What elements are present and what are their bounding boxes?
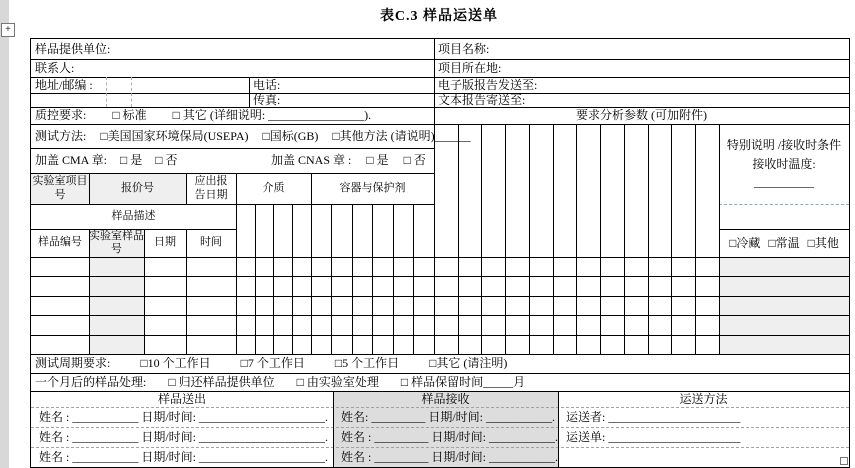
cnas-no-checkbox[interactable]: □ 否: [403, 153, 426, 168]
paper-report-label[interactable]: 文本报告寄送至:: [438, 92, 526, 107]
cnas-seal-group: [271, 148, 434, 173]
send-row-3[interactable]: 姓名 : ___________ 日期/时间: _____________________.: [39, 449, 329, 464]
special-note-cell: [719, 124, 849, 204]
disposal-row: [31, 373, 853, 391]
address-label[interactable]: 地址/邮编 :: [35, 77, 93, 92]
grid-line: [31, 257, 849, 258]
page-left-margin-strip: [0, 0, 9, 468]
disposal-retain-checkbox[interactable]: □ 样品保留时间_____月: [400, 374, 526, 389]
sample-send-header: 样品送出: [157, 391, 206, 406]
receive-row-3[interactable]: 姓名 : _________ 日期/时间: ___________.: [341, 449, 559, 464]
cnas-yes-checkbox[interactable]: □ 是: [366, 153, 389, 168]
receive-row-1[interactable]: 姓名: _________ 日期/时间: ___________.: [341, 409, 556, 424]
cma-seal-label: 加盖 CMA 章:: [35, 153, 108, 168]
grid-line: [505, 124, 506, 354]
quote-no-header: 报价号: [121, 181, 154, 194]
fax-label[interactable]: 传真:: [253, 92, 281, 107]
table-move-handle-icon[interactable]: +: [1, 23, 15, 37]
cma-no-checkbox[interactable]: □ 否: [155, 153, 178, 168]
qc-standard-checkbox[interactable]: □ 标准: [112, 108, 147, 123]
storage-room-checkbox[interactable]: □常温: [768, 235, 800, 250]
grid-line: [624, 124, 625, 354]
grid-line: [31, 296, 849, 297]
project-name-label[interactable]: 项目名称:: [438, 41, 490, 56]
grid-line: [31, 276, 849, 277]
grid-line: [600, 124, 601, 354]
turnaround-other-checkbox[interactable]: □其它 (请注明): [429, 356, 508, 371]
form-title: 表C.3 样品运送单: [379, 9, 499, 24]
transport-empty-row[interactable]: [558, 447, 855, 467]
grid-line: [481, 124, 482, 354]
grid-line: [576, 124, 577, 354]
time-header: 时间: [200, 236, 222, 249]
report-due-header: 应出报告日期: [194, 175, 228, 201]
cnas-seal-label: 加盖 CNAS 章 :: [271, 153, 352, 168]
disposal-label: 一个月后的样品处理:: [35, 374, 147, 389]
method-other-checkbox[interactable]: □其他方法 (请说明)______: [332, 128, 471, 143]
method-usepa-checkbox[interactable]: □美国国家环境保局(USEPA): [100, 128, 249, 143]
turnaround-10d-checkbox[interactable]: □10 个工作日: [140, 356, 211, 371]
shade-lab-sample-no-column: [89, 257, 144, 354]
shade-right-column-rows: [719, 257, 849, 354]
test-method-row: [31, 124, 471, 148]
qc-requirements-row: [31, 107, 435, 124]
grid-line: [31, 315, 849, 316]
transporter-row[interactable]: 运送者: ______________________: [566, 409, 741, 424]
cma-seal-group: [31, 148, 271, 173]
grid-line: [413, 204, 414, 354]
qc-label: 质控要求:: [35, 108, 87, 123]
grid-line: [292, 204, 293, 354]
sample-provider-label[interactable]: 样品提供单位:: [35, 41, 111, 56]
qc-other-checkbox[interactable]: □ 其它 (详细说明: ________________).: [172, 108, 372, 123]
disposal-lab-checkbox[interactable]: □ 由实验室处理: [296, 374, 379, 389]
turnaround-5d-checkbox[interactable]: □5 个工作日: [334, 356, 400, 371]
special-note-line1: 特别说明 /接收时条件: [726, 138, 842, 153]
grid-line: [671, 124, 672, 354]
lab-sample-no-header: 实验室样品号: [89, 229, 144, 255]
grid-line: [255, 204, 256, 354]
electronic-report-label[interactable]: 电子版报告发送至:: [438, 77, 538, 92]
sample-delivery-form-table: [30, 38, 850, 468]
disposal-return-checkbox[interactable]: □ 归还样品提供单位: [168, 374, 275, 389]
send-row-2[interactable]: 姓名 : ___________ 日期/时间: _____________________.: [39, 429, 329, 444]
send-row-1[interactable]: 姓名 : ___________ 日期/时间: _____________________.: [39, 409, 329, 424]
sample-receive-header: 样品接收: [421, 391, 470, 406]
turnaround-row: [31, 354, 853, 373]
table-resize-handle[interactable]: [840, 457, 848, 465]
grid-line: [273, 204, 274, 354]
grid-line: [352, 204, 353, 354]
special-note-line2: 接收时温度:: [752, 156, 816, 171]
storage-options-cell: [719, 229, 849, 257]
grid-line: [529, 124, 530, 354]
receive-row-2[interactable]: 姓名 : _________ 日期/时间: ___________.: [341, 429, 559, 444]
container-preservative-header: 容器与保护剂: [339, 181, 406, 194]
method-gb-checkbox[interactable]: □国标(GB): [262, 128, 319, 143]
transport-doc-row[interactable]: 运送单: ______________________: [566, 429, 741, 444]
grid-line: [393, 204, 394, 354]
turnaround-label: 测试周期要求:: [35, 356, 111, 371]
phone-label[interactable]: 电话:: [253, 77, 281, 92]
grid-line: [553, 124, 554, 354]
storage-cold-checkbox[interactable]: □冷藏: [729, 235, 761, 250]
grid-line: [458, 124, 459, 354]
grid-line: [648, 124, 649, 354]
method-label: 测试方法:: [35, 128, 87, 143]
analysis-params-header: 要求分析参数 (可加附件): [576, 108, 707, 123]
dashed-line: [719, 204, 849, 205]
lab-project-no-header: 实验室项目号: [32, 175, 88, 201]
grid-line: [31, 335, 849, 336]
date-header: 日期: [154, 236, 176, 249]
medium-header: 介质: [262, 181, 285, 194]
turnaround-7d-checkbox[interactable]: □7 个工作日: [240, 356, 305, 371]
storage-other-checkbox[interactable]: □其他: [807, 235, 839, 250]
receive-temperature-blank[interactable]: __________: [754, 175, 814, 190]
grid-line: [331, 204, 332, 354]
grid-line: [372, 204, 373, 354]
sample-description-header: 样品描述: [111, 209, 156, 222]
sample-no-header: 样品编号: [38, 236, 82, 249]
project-location-label[interactable]: 项目所在地:: [438, 60, 502, 75]
grid-line: [695, 124, 696, 354]
transport-method-header: 运送方法: [679, 391, 728, 406]
cma-yes-checkbox[interactable]: □ 是: [120, 153, 143, 168]
contact-label[interactable]: 联系人:: [35, 60, 75, 75]
